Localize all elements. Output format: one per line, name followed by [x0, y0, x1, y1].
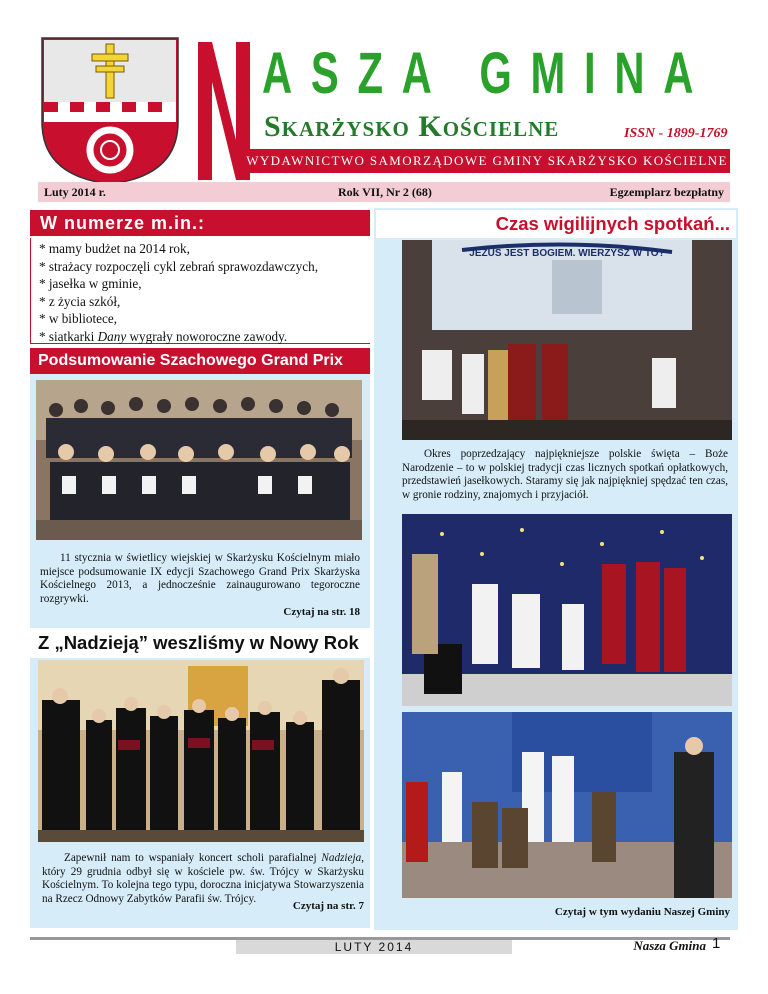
- nativity-play-photo-2: [402, 514, 732, 706]
- issue-price: Egzemplarz bezpłatny: [609, 185, 724, 199]
- inside-item: * jasełka w gminie,: [39, 276, 142, 291]
- hope-text: Zapewnił nam to wspaniały koncert scholi parafialnej Nadzieja, który 29 grudnia odbył się w kościele pw. św. Trójcy w Skarżysku Kościelnym. To kolejna tego typu, doroczna inicjatywa Stowarzyszenia na Rzecz Odnowy Zabytków Parafii św. Trójcy.: [42, 852, 364, 905]
- xmas-read-more[interactable]: Czytaj w tym wydaniu Naszej Gminy: [554, 906, 730, 918]
- issue-date: Luty 2014 r.: [44, 185, 106, 199]
- xmas-text: Okres poprzedzający najpiękniejsze polskie święta – Boże Narodzenie – to w polskiej tradycji czas licznych spotkań opłatkowych, przedstawień jasełkowych. Staramy się jak najpiękniej spędzać ten czas, w gronie rodziny, znajomych i przyjaciół.: [402, 448, 728, 501]
- footer-month: LUTY 2014: [334, 940, 414, 954]
- inside-item: * siatkarki Dany wygrały noworoczne zawody.: [39, 328, 288, 344]
- inside-heading: W numerze m.in.:: [30, 210, 370, 236]
- page-number: 1: [712, 935, 721, 952]
- chess-group-photo: [36, 380, 362, 540]
- nativity-play-photo-1: [402, 240, 732, 440]
- choir-concert-photo: [38, 660, 364, 842]
- issn-number: ISSN - 1899-1769: [624, 126, 728, 141]
- nativity-play-photo-3: [402, 712, 732, 898]
- issue-volume: Rok VII, Nr 2 (68): [338, 185, 432, 199]
- hope-heading: Z „Nadzieją” weszliśmy w Nowy Rok: [30, 628, 370, 658]
- xmas-heading: Czas wigilijnych spotkań...: [376, 210, 736, 238]
- hope-read-more[interactable]: Czytaj na str. 7: [292, 900, 364, 912]
- footer-publication-name: Nasza Gmina: [633, 938, 706, 953]
- chess-read-more[interactable]: Czytaj na str. 18: [283, 606, 360, 618]
- inside-item: * w bibliotece,: [39, 311, 118, 326]
- issue-info-bar: [38, 182, 730, 202]
- masthead-title: ASZA GMINA: [262, 41, 713, 106]
- coat-of-arms-icon: [40, 36, 180, 186]
- publisher-band: WYDAWNICTWO SAMORZĄDOWE GMINY SKARŻYSKO KOŚCIELNE: [244, 149, 730, 173]
- chess-text: 11 stycznia w świetlicy wiejskiej w Skarżysku Kościelnym miało miejsce podsumowanie IX edycji Szachowego Grand Prix Skarżyska Kościelnego 2013, a jednocześnie zainaugurowano tegoroczne rozgrywki.: [40, 552, 360, 605]
- inside-list: [30, 238, 370, 344]
- masthead-subtitle: Skarżysko Kościelne: [264, 110, 560, 143]
- stage-banner: JEZUS JEST BOGIEM. WIERZYSZ W TO?: [469, 248, 665, 259]
- inside-item: * z życia szkół,: [39, 293, 121, 309]
- inside-item: * mamy budżet na 2014 rok,: [39, 241, 190, 256]
- inside-item: * strażacy rozpoczęli cykl zebrań sprawozdawczych,: [39, 258, 318, 274]
- chess-heading: Podsumowanie Szachowego Grand Prix: [30, 348, 370, 374]
